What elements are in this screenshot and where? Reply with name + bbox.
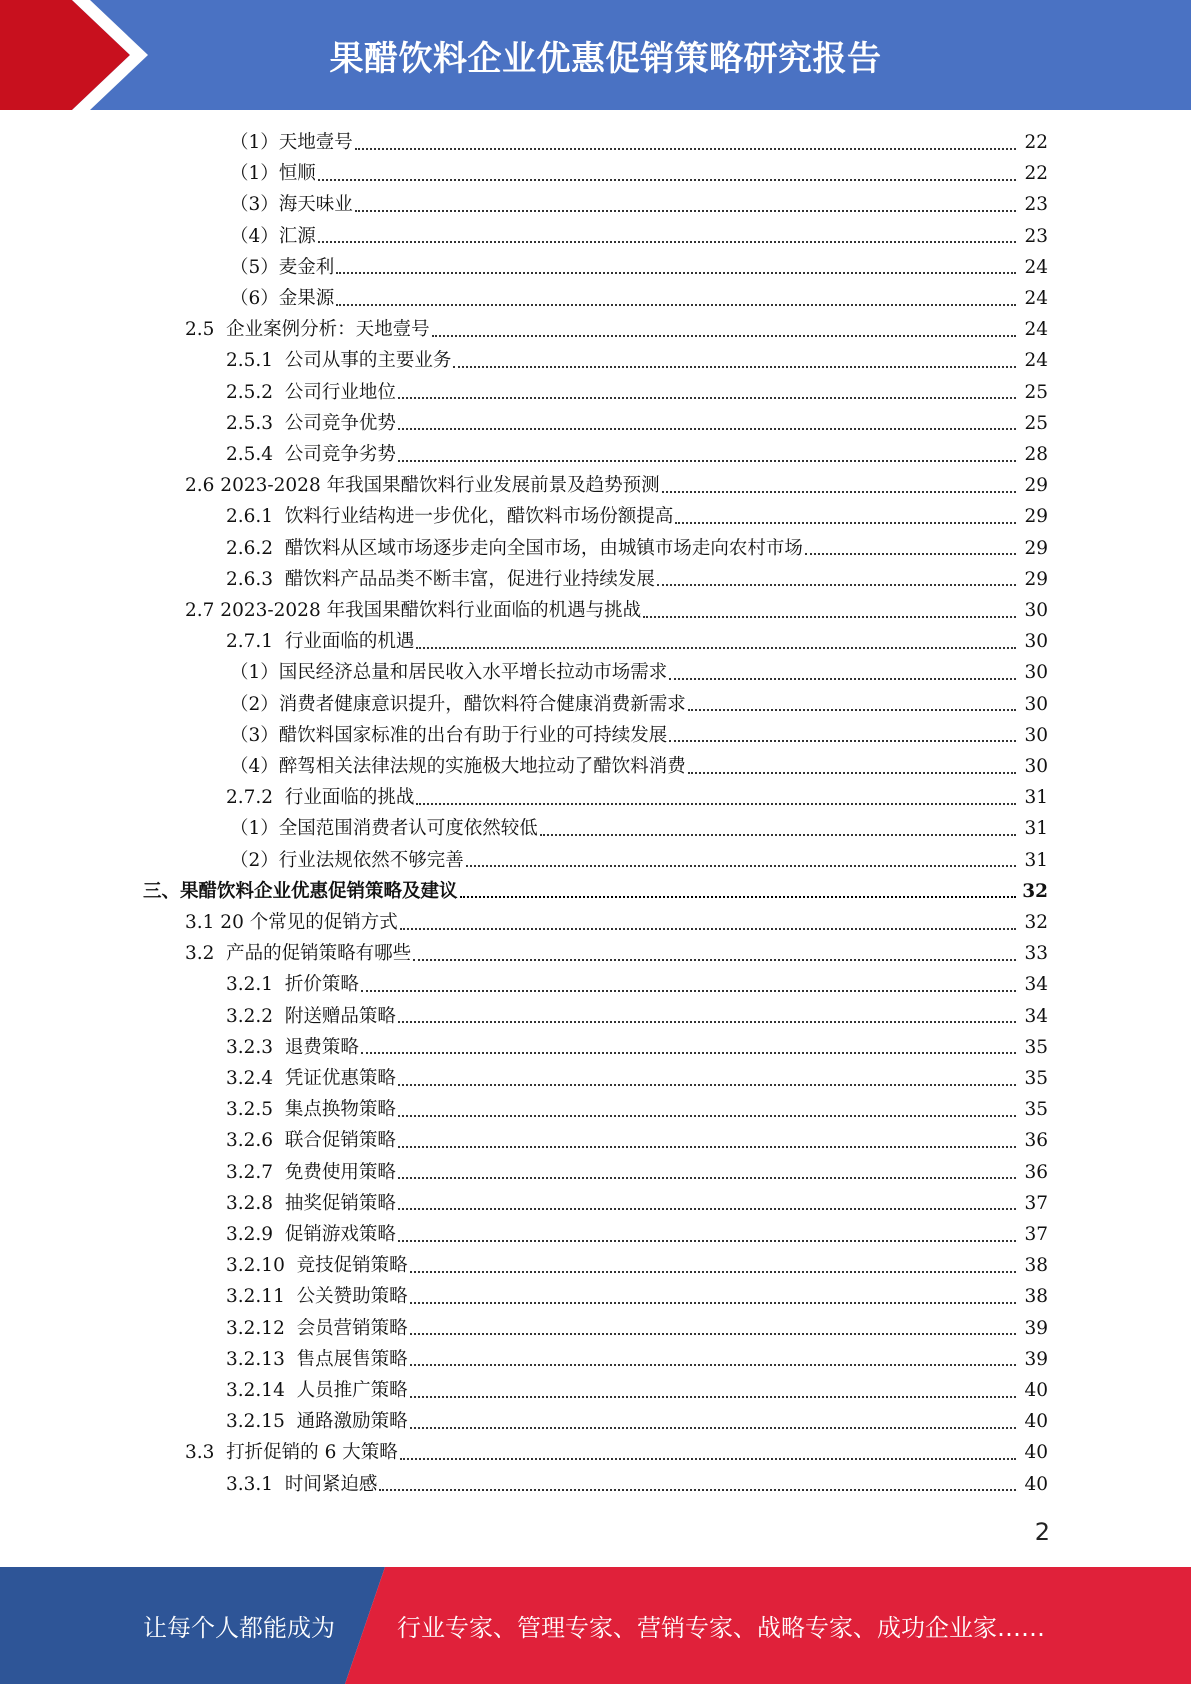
toc-entry-title: 3.2.14 人员推广策略 (226, 1380, 408, 1401)
toc-entry-title: 3.3.1 时间紧迫感 (226, 1473, 378, 1495)
toc-entry-page: 24 (1024, 319, 1048, 341)
toc-entry-title: 3.2.13 售点展售策略 (226, 1348, 408, 1370)
toc-dot-leader (398, 1115, 1016, 1117)
toc-entry-page: 24 (1024, 350, 1048, 372)
toc-entry-title: 3.2.9 促销游戏策略 (226, 1224, 396, 1245)
toc-entry-title: 2.6.3 醋饮料产品品类不断丰富，促进行业持续发展 (226, 568, 655, 590)
toc-entry-title: 2.6.2 醋饮料从区域市场逐步走向全国市场，由城镇市场走向农村市场 (226, 537, 803, 559)
toc-dot-leader (398, 1177, 1016, 1179)
toc-dot-leader (379, 1489, 1016, 1491)
toc-entry-title: （6）金果源 (230, 288, 335, 309)
toc-entry-title: 2.6 2023-2028 年我国果醋饮料行业发展前景及趋势预测 (185, 475, 660, 497)
toc-dot-leader (669, 740, 1016, 742)
toc-entry-title: 2.7 2023-2028 年我国果醋饮料行业面临的机遇与挑战 (185, 600, 642, 621)
toc-entry[interactable] (230, 813, 1048, 844)
toc-entry[interactable] (226, 1125, 1048, 1156)
toc-entry[interactable] (226, 408, 1048, 439)
toc-entry-page: 31 (1024, 849, 1048, 871)
toc-entry[interactable] (226, 782, 1048, 813)
toc-entry-title: （4）汇源 (230, 225, 316, 247)
footer-slogan-right: 行业专家、管理专家、营销专家、战略专家、成功企业家…… (397, 1614, 1045, 1642)
toc-entry-page: 36 (1024, 1161, 1048, 1183)
toc-entry-title: （5）麦金利 (230, 256, 335, 278)
toc-entry-page: 29 (1024, 568, 1048, 590)
toc-entry[interactable] (230, 189, 1048, 220)
toc-entry-page: 30 (1024, 631, 1048, 653)
toc-entry[interactable] (226, 1219, 1048, 1250)
toc-dot-leader (400, 1458, 1016, 1460)
toc-entry-page: 22 (1024, 132, 1048, 153)
toc-entry-title: 3.2.6 联合促销策略 (226, 1130, 396, 1152)
toc-entry-page: 37 (1024, 1224, 1048, 1245)
toc-entry-title: 2.5.4 公司竞争劣势 (226, 444, 396, 465)
toc-entry-page: 24 (1024, 288, 1048, 309)
toc-entry[interactable] (226, 501, 1048, 532)
toc-entry[interactable] (230, 221, 1048, 252)
toc-entry[interactable] (226, 345, 1048, 376)
toc-dot-leader (416, 803, 1016, 805)
toc-dot-leader (410, 1333, 1016, 1335)
toc-entry-page: 38 (1024, 1286, 1048, 1308)
toc-entry-page: 38 (1024, 1255, 1048, 1277)
toc-dot-leader (400, 928, 1016, 930)
toc-dot-leader (669, 678, 1016, 680)
toc-entry-title: 3.2.4 凭证优惠策略 (226, 1068, 396, 1089)
toc-entry[interactable] (226, 1281, 1048, 1312)
toc-entry-page: 35 (1024, 1068, 1048, 1089)
toc-dot-leader (657, 584, 1016, 586)
toc-entry-page: 30 (1024, 693, 1048, 715)
toc-entry[interactable] (226, 1094, 1048, 1125)
report-title: 果醋饮料企业优惠促销策略研究报告 (329, 38, 882, 79)
toc-entry-page: 40 (1024, 1442, 1048, 1464)
toc-dot-leader (336, 304, 1016, 306)
toc-entry-title: 3.2.3 退费策略 (226, 1036, 359, 1058)
toc-entry[interactable] (226, 969, 1048, 1000)
toc-entry-page: 32 (1022, 880, 1048, 902)
toc-dot-leader (361, 990, 1016, 992)
toc-dot-leader (398, 460, 1016, 462)
toc-entry-title: 3.3 打折促销的 6 大策略 (185, 1442, 398, 1464)
toc-entry-page: 40 (1024, 1473, 1048, 1495)
toc-dot-leader (410, 1396, 1016, 1398)
toc-entry-title: 2.5.2 公司行业地位 (226, 381, 396, 403)
toc-dot-leader (336, 272, 1016, 274)
toc-entry[interactable] (230, 845, 1048, 876)
footer-band (0, 1567, 1191, 1684)
toc-dot-leader (410, 1364, 1016, 1366)
toc-entry-page: 24 (1024, 256, 1048, 278)
toc-entry[interactable] (185, 470, 1048, 501)
toc-dot-leader (540, 834, 1016, 836)
toc-entry-title: （1）恒顺 (230, 163, 316, 185)
toc-dot-leader (688, 772, 1016, 774)
toc-entry[interactable] (230, 720, 1048, 751)
toc-entry-page: 30 (1024, 662, 1048, 684)
toc-dot-leader (688, 709, 1016, 711)
toc-entry-title: 3.2.11 公关赞助策略 (226, 1286, 408, 1308)
toc-entry-title: 3.2.15 通路激励策略 (226, 1411, 408, 1433)
toc-entry[interactable] (185, 907, 1048, 938)
toc-entry-page: 25 (1024, 381, 1048, 403)
toc-entry[interactable] (226, 439, 1048, 470)
toc-entry[interactable] (230, 657, 1048, 688)
toc-dot-leader (398, 1084, 1016, 1086)
toc-entry-page: 34 (1024, 1005, 1048, 1027)
toc-entry[interactable] (226, 1063, 1048, 1094)
toc-dot-leader (466, 865, 1016, 867)
toc-dot-leader (453, 366, 1016, 368)
toc-entry[interactable] (226, 1001, 1048, 1032)
toc-entry-page: 28 (1024, 444, 1048, 465)
toc-entry[interactable] (230, 689, 1048, 720)
toc-entry-title: 3.2.5 集点换物策略 (226, 1099, 396, 1121)
toc-dot-leader (361, 1052, 1016, 1054)
toc-entry[interactable] (226, 564, 1048, 595)
toc-entry[interactable] (143, 876, 1048, 907)
toc-dot-leader (460, 896, 1016, 898)
toc-entry[interactable] (230, 127, 1048, 158)
toc-entry-title: （1）天地壹号 (230, 132, 353, 153)
toc-entry-page: 39 (1024, 1348, 1048, 1370)
toc-entry[interactable] (226, 1032, 1048, 1063)
toc-entry-title: 3.2.7 免费使用策略 (226, 1161, 396, 1183)
toc-dot-leader (416, 647, 1016, 649)
toc-entry-page: 36 (1024, 1130, 1048, 1152)
red-chevron-decoration (0, 0, 200, 110)
toc-dot-leader (355, 210, 1016, 212)
toc-dot-leader (410, 1271, 1016, 1273)
toc-entry-title: 2.5.1 公司从事的主要业务 (226, 350, 452, 372)
toc-entry-page: 30 (1024, 600, 1048, 621)
toc-dot-leader (398, 428, 1016, 430)
toc-entry-title: （2）行业法规依然不够完善 (230, 849, 464, 871)
toc-entry-title: 3.2.8 抽奖促销策略 (226, 1192, 396, 1214)
toc-dot-leader (398, 397, 1016, 399)
toc-entry-page: 29 (1024, 506, 1048, 528)
toc-entry[interactable] (226, 1469, 1048, 1500)
toc-dot-leader (410, 1427, 1016, 1429)
toc-entry-title: 3.2.2 附送赠品策略 (226, 1005, 396, 1027)
toc-dot-leader (318, 179, 1016, 181)
toc-dot-leader (410, 1302, 1016, 1304)
toc-entry[interactable] (226, 377, 1048, 408)
toc-entry-page: 23 (1024, 194, 1048, 216)
toc-entry-page: 25 (1024, 412, 1048, 434)
toc-entry-page: 33 (1024, 943, 1048, 965)
toc-entry-title: （2）消费者健康意识提升，醋饮料符合健康消费新需求 (230, 693, 686, 715)
toc-entry-page: 35 (1024, 1099, 1048, 1121)
toc-entry-page: 29 (1024, 475, 1048, 497)
toc-entry-page: 31 (1024, 787, 1048, 809)
toc-dot-leader (318, 241, 1016, 243)
toc-entry-page: 40 (1024, 1411, 1048, 1433)
toc-entry-title: 3.2.10 竞技促销策略 (226, 1255, 408, 1277)
toc-dot-leader (398, 1021, 1016, 1023)
toc-entry[interactable] (226, 533, 1048, 564)
toc-entry-title: 2.5.3 公司竞争优势 (226, 412, 396, 434)
toc-entry-title: 2.6.1 饮料行业结构进一步优化，醋饮料市场份额提高 (226, 506, 674, 528)
toc-dot-leader (355, 148, 1016, 150)
toc-entry-page: 37 (1024, 1192, 1048, 1214)
toc-entry-page: 23 (1024, 225, 1048, 247)
toc-entry-page: 32 (1024, 912, 1048, 933)
toc-entry[interactable] (185, 1437, 1048, 1468)
toc-entry[interactable] (230, 751, 1048, 782)
toc-entry-title: 3.2.12 会员营销策略 (226, 1317, 408, 1339)
toc-dot-leader (643, 616, 1016, 618)
toc-entry[interactable] (226, 1313, 1048, 1344)
toc-entry-page: 30 (1024, 756, 1048, 777)
toc-entry[interactable] (226, 1157, 1048, 1188)
toc-entry[interactable] (226, 626, 1048, 657)
toc-entry[interactable] (226, 1344, 1048, 1375)
toc-dot-leader (398, 1146, 1016, 1148)
toc-entry-title: 3.1 20 个常见的促销方式 (185, 912, 398, 933)
toc-entry-title: （3）海天味业 (230, 194, 353, 216)
toc-dot-leader (413, 959, 1016, 961)
toc-entry-title: 3.2 产品的促销策略有哪些 (185, 943, 412, 965)
toc-entry-title: （1）全国范围消费者认可度依然较低 (230, 818, 538, 840)
toc-entry[interactable] (230, 158, 1048, 189)
toc-entry-title: 2.5 企业案例分析：天地壹号 (185, 319, 430, 341)
toc-entry[interactable] (226, 1406, 1048, 1437)
toc-dot-leader (662, 491, 1016, 493)
toc-entry-page: 34 (1024, 974, 1048, 996)
toc-entry-page: 29 (1024, 537, 1048, 559)
toc-entry[interactable] (226, 1188, 1048, 1219)
toc-entry[interactable] (185, 314, 1048, 345)
toc-entry-title: 3.2.1 折价策略 (226, 974, 359, 996)
toc-dot-leader (675, 522, 1016, 524)
report-header-band (0, 0, 1191, 110)
toc-entry-title: 三、果醋饮料企业优惠促销策略及建议 (143, 880, 458, 902)
toc-entry[interactable] (185, 938, 1048, 969)
toc-entry-title: （1）国民经济总量和居民收入水平增长拉动市场需求 (230, 662, 668, 684)
toc-dot-leader (398, 1208, 1016, 1210)
toc-entry[interactable] (230, 283, 1048, 314)
toc-entry-page: 39 (1024, 1317, 1048, 1339)
toc-entry-page: 35 (1024, 1036, 1048, 1058)
toc-entry[interactable] (226, 1250, 1048, 1281)
toc-dot-leader (398, 1240, 1016, 1242)
toc-entry-page: 30 (1024, 724, 1048, 746)
toc-entry[interactable] (226, 1375, 1048, 1406)
footer-slogan-left: 让每个人都能成为 (143, 1614, 335, 1642)
toc-entry-page: 22 (1024, 163, 1048, 185)
toc-entry-title: （3）醋饮料国家标准的出台有助于行业的可持续发展 (230, 724, 668, 746)
toc-dot-leader (805, 553, 1016, 555)
toc-entry-page: 31 (1024, 818, 1048, 840)
toc-entry-title: 2.7.2 行业面临的挑战 (226, 787, 415, 809)
toc-entry-title: （4）醉驾相关法律法规的实施极大地拉动了醋饮料消费 (230, 756, 686, 777)
page-number: 2 (1034, 1518, 1050, 1546)
toc-entry[interactable] (230, 252, 1048, 283)
toc-entry-title: 2.7.1 行业面临的机遇 (226, 631, 415, 653)
toc-entry-page: 40 (1024, 1380, 1048, 1401)
toc-dot-leader (432, 335, 1016, 337)
toc-entry[interactable] (185, 595, 1048, 626)
